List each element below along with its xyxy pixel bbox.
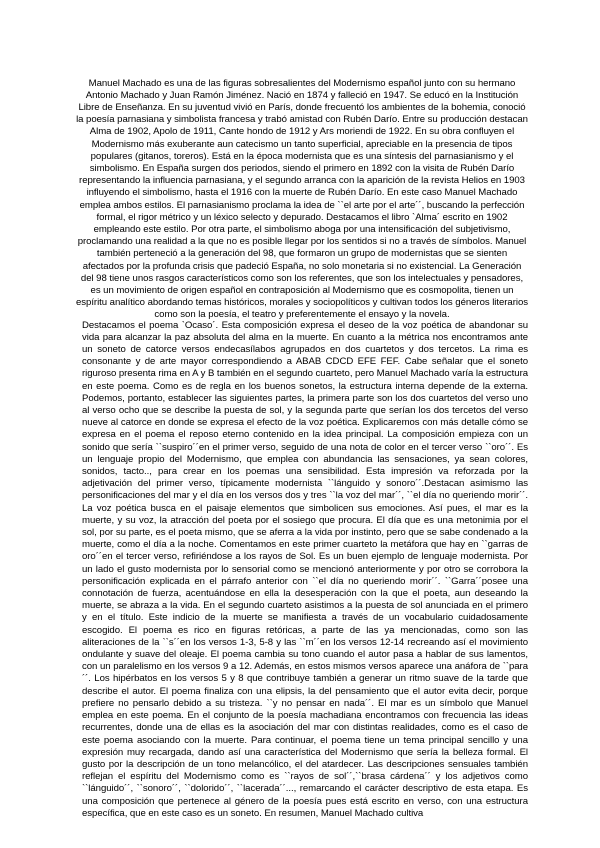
intro-paragraph: Manuel Machado es una de las figuras sobresalientes del Modernismo español junto con su hermano Antonio Machado y Juan Ramón Jiménez. Nació en 1874 y falleció en 1947. Se educó en la Institución Libre de Enseñanza. En su juventud vivió en París, donde frecuentó los ambientes de la bohemia, conoció la poesía parnasiana y simbolista francesa y trabó amistad con Rubén Darío. Entre su producción destacan Alma de 1902, Apolo de 1911, Cante hondo de 1912 y Ars moriendi de 1922. En su obra confluyen el Modernismo más exuberante aun catecismo un tanto superficial, apreciable en la presencia de tipos populares (gitanos, toreros). Está en la época modernista que es una síntesis del parnasianismo y el simbolismo. En España surgen dos periodos, siendo el primero en 1892 con la visita de Rubén Darío representando la influencia parnasiana, y el segundo arranca con la aparición de la revista Helios en 1903 influyendo el simbolismo, hasta el 1916 con la muerte de Rubén Darío. En este caso Manuel Machado emplea ambos estilos. El parnasianismo proclama la idea de ``el arte por el arte´´, buscando la perfección formal, el rigor métrico y un léxico selecto y depurado. Destacamos el libro `Alma´ escrito en 1902 empleando este estilo. Por otra parte, el simbolismo aboga por una intensificación del subjetivismo, proclamando una realidad a la que no es posible llegar por los sentidos si no a través de símbolos. Manuel también perteneció a la generación del 98, que formaron un grupo de modernistas que se sienten afectados por la profunda crisis que padeció España, no solo monetaria si no existencial. La Generación del 98 tiene unos rasgos característicos como son los referentes, que son los intelectuales y pensadores, es un movimiento de origen español en contraposición al Modernismo que es cosmopolita, tienen un espíritu analítico abordando temas históricos, morales y sociopolíticos y cultivan todos los géneros literarios como son la poesía, el teatro y preferentemente el ensayo y la novela. [76, 77, 528, 321]
body-paragraph: Destacamos el poema `Ocaso´. Esta composición expresa el deseo de la voz poética de abandonar su vida para alcanzar la paz absoluta del alma en la muerte. En cuanto a la métrica nos encontramos ante un soneto de catorce versos endecasílabos agrupados en dos cuartetos y dos tercetos. La rima es consonante y de arte mayor correspondiendo a ABAB CDCD EFE FEF. Cabe señalar que el soneto riguroso presenta rima en A y B también en el segundo cuarteto, pero Manuel Machado varía la estructura en este poema. Como es de regla en los buenos sonetos, la estructura interna depende de la externa. Podemos, portanto, establecer las siguientes partes, la primera parte son los dos cuartetos del verso uno al verso ocho que se describe la puesta de sol, y la segunda parte que serían los dos tercetos del verso nueve al catorce en donde se expresa el efecto de la voz poética. Explicaremos con más detalle cómo se expresa en el poema el reposo eterno contenido en la idea principal. La composición empieza con un sonido que sería ``suspiro´´en el primer verso, seguido de una nota de color en el tercer verso ``oro´´. Es un lenguaje propio del Modernismo, que emplea con abundancia las sensaciones, ya sean colores, sonidos, tacto.., para crear en los poemas una sensibilidad. Esta impresión va reforzada por la adjetivación del primer verso, típicamente modernista ``lánguido y sonoro´´.Destacan asimismo las personificaciones del mar y el día en los versos dos y tres ``la voz del mar´´, ``el día no queriendo morir´´. La voz poética busca en el paisaje elementos que simbolicen sus emociones. Así pues, el mar es la muerte, y su voz, la atracción del poeta por el sosiego que procura. El día que es una metonimia por el sol, por su parte, es el poeta mismo, que se aferra a la vida por instinto, pero que se sabe condenado a la muerte, como el día a la noche. Comentamos en este primer cuarteto la metáfora que hay en ``garras de oro´´en el tercer verso, refiriéndose a los rayos de Sol. Es un buen ejemplo de lenguaje modernista. Por un lado el gusto modernista por lo sensorial como se mencionó anteriormente y por otro se corrobora la personificación explicada en el párrafo anterior con ``el día no queriendo morir´´. ``Garra´´posee una connotación de fuerza, acentuándose en ella la desesperación con la que el poeta, aun deseando la muerte, se abraza a la vida. En el segundo cuarteto asistimos a la puesta de sol anunciada en el primero y en el título. Este indicio de la muerte se manifiesta a través de un vocabulario cuidadosamente escogido. El poema es rico en figuras retóricas, a parte de las ya mencionadas, como son las aliteraciones de la ``s´´en los versos 1-3, 5-8 y las ``m´´en los versos 12-14 recreando así el movimiento ondulante y suave del oleaje. El poema cambia su tono cuando el autor pasa a hablar de sus lamentos, con un paralelismo en los versos 9 a 12. Además, en estos mismos versos aparece una anáfora de ``para´´. Los hipérbatos en los versos 5 y 8 que contribuye también a generar un ritmo suave de la tarde que describe el autor. El poema finaliza con una elipsis, la del pensamiento que el autor evita decir, porque prefiere no pensarlo debido a su tristeza. ``y no pensar en nada´´. El mar es un símbolo que Manuel emplea en este poema. En el conjunto de la poesía machadiana encontramos con frecuencia las ideas recurrentes, donde una de ellas es la asociación del mar con distintas realidades, como es el caso de este poema asociando con la muerte. Para continuar, el poema tiene un tema principal sencillo y una expresión muy recargada, dando así una característica del Modernismo que sería la belleza formal. El gusto por la descripción de un tono melancólico, el del atardecer. Las descripciones sensuales también reflejan el espíritu del Modernismo como es ``rayos de sol´´,``brasa cárdena´´ y los adjetivos como ``lánguido´´, ``sonoro´´, ``dolorido´´, ``lacerada´´..., remarcando el carácter descriptivo de esta etapa. Es una composición que pertenece al género de la poesía pues está escrito en verso, con una estructura específica, que en este caso es un soneto. En resumen, Manuel Machado cultiva [82, 319, 529, 819]
